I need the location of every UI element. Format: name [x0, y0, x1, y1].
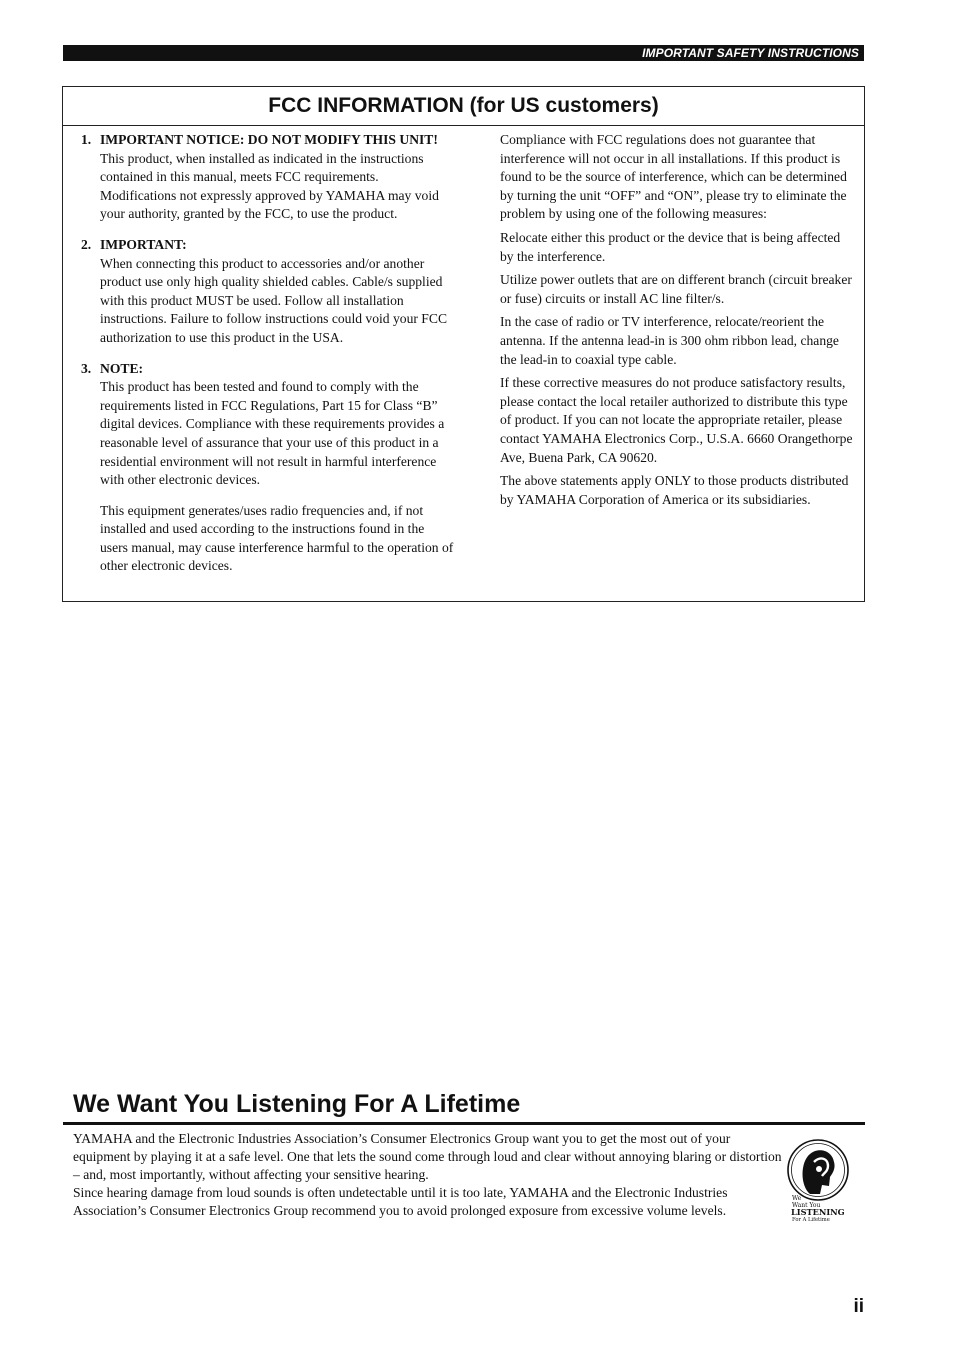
item-number: 1. — [81, 132, 92, 147]
fcc-information-box — [62, 86, 865, 602]
right-paragraph: If these corrective measures do not produce satisfactory results, please contact the local retailer authorized to distribute this type of product. If you can not locate the appropriate retailer, please contact YAMAHA Electronics Corp., U.S.A. 6660 Orangethorpe Ave, Buena Park, CA 90620. — [500, 375, 853, 465]
listening-logo-icon — [786, 1136, 850, 1222]
logo-text-listening: LISTENING — [791, 1207, 845, 1217]
item-title: IMPORTANT: — [100, 236, 187, 252]
page-number: ii — [853, 1296, 864, 1317]
listening-paragraph: YAMAHA and the Electronic Industries Association’s Consumer Electronics Group want you to get the most out of your equipment by playing it at a safe level. One that lets the sound come through loud and clear without annoying blaring or distortion – and, most importantly, without affecting your sensitive hearing. — [73, 1131, 782, 1182]
item-body: This product has been tested and found to comply with the requirements listed in FCC Regulations, Part 15 for Class “B” digital devices. Compliance with these requirements provides a reasonable level of assurance that your use of this product in a residential environment will not result in harmful interference with other electronic devices. — [100, 379, 445, 488]
fcc-title: FCC INFORMATION (for US customers) — [63, 87, 864, 126]
section-header-bar — [63, 45, 864, 61]
listening-section-title: We Want You Listening For A Lifetime — [73, 1090, 521, 1118]
logo-text-for-a-lifetime: For A Lifetime — [792, 1217, 830, 1222]
fcc-right-column — [500, 131, 856, 514]
listening-section-body — [73, 1130, 785, 1220]
right-paragraph: Utilize power outlets that are on different branch (circuit breaker or fuse) circuits or install AC line filter/s. — [500, 272, 852, 306]
fcc-item-2 — [81, 236, 455, 348]
section-divider — [63, 1122, 865, 1125]
right-paragraph: The above statements apply ONLY to those products distributed by YAMAHA Corporation of America or its subsidiaries. — [500, 473, 849, 507]
fcc-item-3 — [81, 360, 455, 577]
right-paragraph: In the case of radio or TV interference, relocate/reorient the antenna. If the antenna lead-in is 300 ohm ribbon lead, change the lead-in to coaxial type cable. — [500, 314, 839, 367]
item-body: When connecting this product to accessories and/or another product use only high quality shielded cables. Cable/s supplied with this product MUST be used. Follow all installation instructions. Failure to follow instructions could void your FCC authorization to use this product in the USA. — [100, 255, 448, 345]
item-number: 2. — [81, 236, 92, 252]
logo-text-we: We — [792, 1195, 802, 1202]
fcc-left-column — [81, 131, 455, 588]
listening-paragraph: Since hearing damage from loud sounds is often undetectable until it is too late, YAMAHA and the Electronic Industries Association’s Consumer Electronics Group recommend you to avoid prolonged exposure from excessive volume levels. — [73, 1185, 728, 1218]
item-body: This product, when installed as indicated in the instructions contained in this manual, meets FCC requirements. Modifications not expressly approved by YAMAHA may void your authority, granted by the FCC, to use the product. — [100, 150, 439, 222]
right-paragraph: Compliance with FCC regulations does not guarantee that interference will not occur in all installations. If this product is found to be the source of interference, which can be determined by turning the unit “OFF” and “ON”, please try to eliminate the problem by using one of the following measures: — [500, 132, 847, 222]
section-label: IMPORTANT SAFETY INSTRUCTIONS — [642, 46, 859, 60]
item-title: IMPORTANT NOTICE: DO NOT MODIFY THIS UNIT! — [100, 132, 438, 147]
item-title: NOTE: — [100, 360, 144, 376]
right-paragraph: Relocate either this product or the device that is being affected by the interference. — [500, 229, 841, 264]
fcc-item-1 — [81, 131, 455, 224]
item-extra-paragraph: This equipment generates/uses radio frequencies and, if not installed and used according to the instructions found in the users manual, may cause interference harmful to the operation of other electronic devices. — [100, 502, 454, 574]
logo-text-want-you: Want You — [792, 1202, 821, 1209]
item-number: 3. — [81, 360, 92, 376]
